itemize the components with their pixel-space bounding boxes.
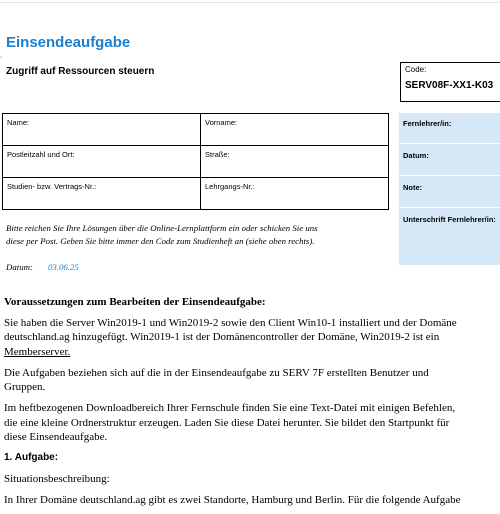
page-subtitle: Zugriff auf Ressourcen steuern (6, 66, 155, 77)
postal-code-city-field[interactable]: Postleitzahl und Ort: (3, 146, 201, 178)
table-row (3, 178, 389, 210)
small-marker: ▫ (0, 55, 3, 61)
text-line: Die Aufgaben beziehen sich auf die in der Einsendeaufgabe zu SERV 7F erstellten Benutzer und (4, 366, 429, 379)
paragraph (4, 401, 500, 445)
code-box (400, 62, 500, 102)
text-line: Sie haben die Server Win2019-1 und Win2019-2 sowie den Client Win10-1 installiert und der Domäne (4, 316, 457, 329)
text-line: diese Einsendeaufgabe. (4, 431, 108, 443)
page-title: Einsendeaufgabe (6, 34, 131, 51)
name-field[interactable]: Name: (3, 114, 201, 146)
contract-number-field[interactable]: Studien- bzw. Vertrags-Nr.: (3, 178, 201, 210)
section-heading: Voraussetzungen zum Bearbeiten der Einsendeaufgabe: (4, 296, 266, 308)
grading-sidebar (399, 113, 500, 265)
text-line: deutschland.ag hinzugefügt. Win2019-1 ist der Domänencontroller der Domäne, Win2019-2 ist ein (4, 331, 440, 343)
situation-label: Situationsbeschreibung: (4, 472, 110, 485)
note-line: diese per Post. Geben Sie bitte immer den Code zum Studienheft an (siehe oben rechts). (6, 235, 315, 246)
text-line: Gruppen. (4, 381, 46, 393)
sidebar-item-grade: Note: (403, 183, 423, 192)
assignment-body (4, 295, 500, 514)
divider (399, 143, 500, 144)
street-field[interactable]: Straße: (201, 146, 389, 178)
code-value: SERV08F-XX1-K03 (405, 80, 494, 91)
date-label: Datum: (6, 262, 33, 272)
course-number-field[interactable]: Lehrgangs-Nr.: (201, 178, 389, 210)
top-border-line (0, 2, 500, 3)
divider (399, 207, 500, 208)
task-heading: 1. Aufgabe: (4, 452, 59, 463)
text-line: die eine kleine Ordnerstruktur erzeugen. Laden Sie diese Datei herunter. Sie bildet den Startpunkt für (4, 416, 450, 429)
divider (399, 175, 500, 176)
student-info-table (2, 113, 389, 210)
sidebar-item-signature: Unterschrift Fernlehrer/in: (403, 215, 496, 224)
table-row (3, 114, 389, 146)
text-line: Im heftbezogenen Downloadbereich Ihrer Fernschule finden Sie eine Text-Datei mit einigen Befehlen, (4, 402, 456, 414)
date-value: 03.06.25 (48, 262, 79, 272)
sidebar-item-date: Datum: (403, 151, 429, 160)
first-name-field[interactable]: Vorname: (201, 114, 389, 146)
paragraph (4, 316, 500, 360)
text-line: Memberserver. (4, 345, 71, 358)
note-line: Bitte reichen Sie Ihre Lösungen über die Online-Lernplattform ein oder schicken Sie uns (6, 223, 318, 233)
sidebar-item-tutor: Fernlehrer/in: (403, 119, 452, 128)
code-label: Code: (405, 65, 427, 74)
paragraph (4, 366, 500, 395)
submission-note (6, 222, 391, 247)
table-row (3, 146, 389, 178)
paragraph: In Ihrer Domäne deutschland.ag gibt es zwei Standorte, Hamburg und Berlin. Für die folgende Aufgabe (4, 493, 461, 506)
